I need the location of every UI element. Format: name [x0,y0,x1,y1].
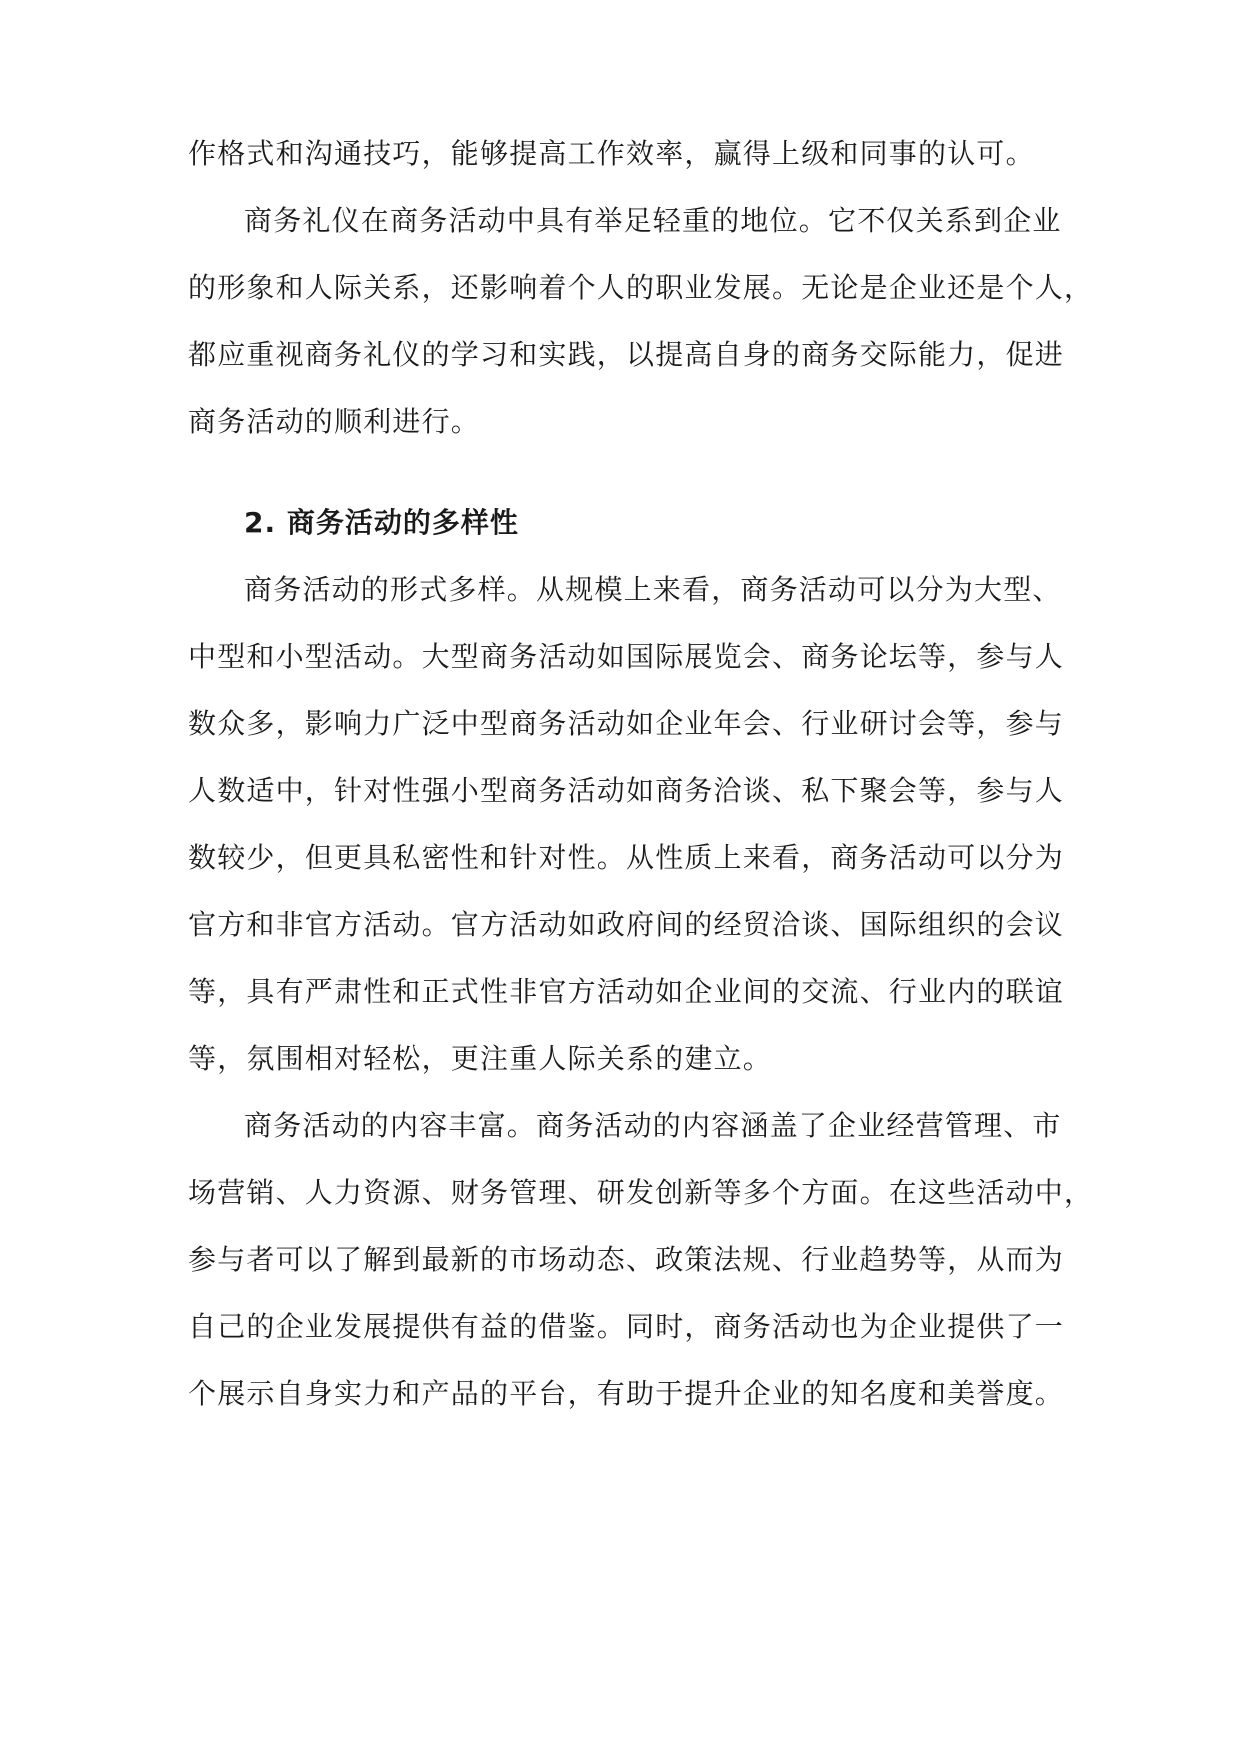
paragraph-line: 官方和非官方活动。官方活动如政府间的经贸洽谈、国际组织的会议 [188,908,1065,941]
paragraph-line: 商务活动的内容丰富。商务活动的内容涵盖了企业经营管理、市 [244,1109,1062,1142]
paragraph-line: 等，氛围相对轻松，更注重人际关系的建立。 [188,1042,773,1075]
paragraph-line: 商务礼仪在商务活动中具有举足轻重的地位。它不仅关系到企业 [244,204,1062,237]
paragraph-line: 场营销、人力资源、财务管理、研发创新等多个方面。在这些活动中， [188,1176,1094,1209]
paragraph-line: 都应重视商务礼仪的学习和实践，以提高自身的商务交际能力，促进 [188,338,1065,371]
paragraph-line: 的形象和人际关系，还影响着个人的职业发展。无论是企业还是个人， [188,271,1094,304]
paragraph-line: 作格式和沟通技巧，能够提高工作效率，赢得上级和同事的认可。 [188,137,1035,170]
paragraph-line: 商务活动的顺利进行。 [188,405,481,438]
paragraph-line: 数众多，影响力广泛中型商务活动如企业年会、行业研讨会等，参与 [188,707,1065,740]
paragraph-line: 数较少，但更具私密性和针对性。从性质上来看，商务活动可以分为 [188,841,1065,874]
paragraph-line: 中型和小型活动。大型商务活动如国际展览会、商务论坛等，参与人 [188,640,1065,673]
paragraph-line: 等，具有严肃性和正式性非官方活动如企业间的交流、行业内的联谊 [188,975,1065,1008]
paragraph-line: 个展示自身实力和产品的平台，有助于提升企业的知名度和美誉度。 [188,1377,1065,1410]
paragraph-line: 人数适中，针对性强小型商务活动如商务洽谈、私下聚会等，参与人 [188,774,1065,807]
paragraph-line: 参与者可以了解到最新的市场动态、政策法规、行业趋势等，从而为 [188,1243,1065,1276]
paragraph-line: 自己的企业发展提供有益的借鉴。同时，商务活动也为企业提供了一 [188,1310,1065,1343]
paragraph-line: 商务活动的形式多样。从规模上来看，商务活动可以分为大型、 [244,573,1062,606]
section-heading: 2. 商务活动的多样性 [244,506,519,539]
